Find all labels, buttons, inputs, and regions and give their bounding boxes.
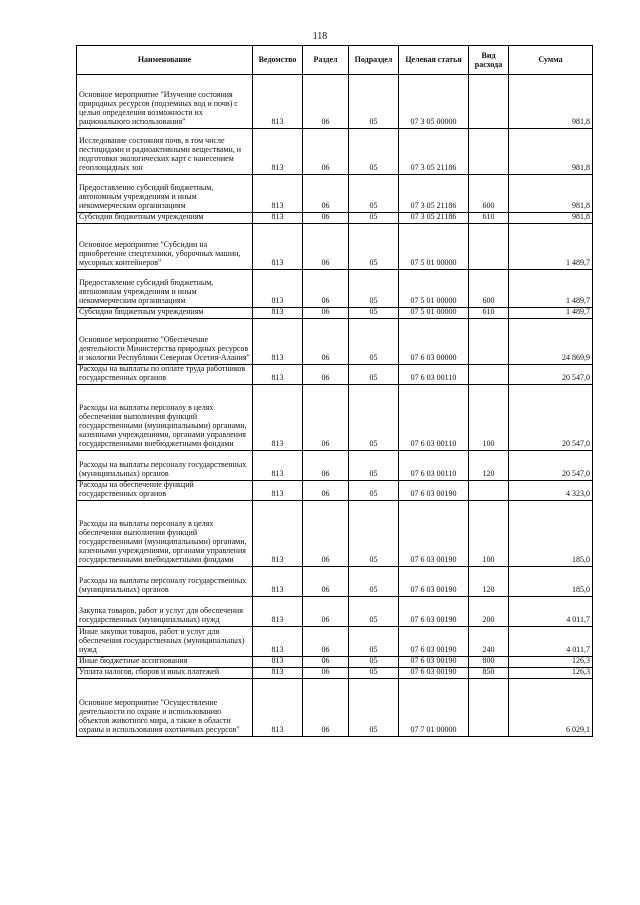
cell-expense-type: 610	[469, 307, 509, 318]
cell-dept: 813	[253, 129, 303, 175]
cell-dept: 813	[253, 223, 303, 269]
table-row	[77, 269, 593, 307]
cell-sum: 126,3	[509, 667, 593, 678]
cell-sum: 1 489,7	[509, 269, 593, 307]
header-name: Наименование	[77, 46, 253, 75]
table-row	[77, 129, 593, 175]
cell-name: Основное мероприятие "Субсидии на приобретение спецтехники, уборочных машин, мусорных контейнеров"	[77, 223, 253, 269]
cell-sum: 126,3	[509, 656, 593, 667]
cell-section: 06	[303, 678, 349, 736]
cell-expense-type	[469, 678, 509, 736]
table-row	[77, 626, 593, 656]
cell-target: 07 6 03 00190	[399, 656, 469, 667]
cell-target: 07 6 03 00190	[399, 667, 469, 678]
table-row	[77, 667, 593, 678]
cell-dept: 813	[253, 500, 303, 566]
cell-subsection: 05	[349, 596, 399, 626]
cell-name: Основное мероприятие "Изучение состояния природных ресурсов (подземных вод и почв) с целью определения возможности их рационального использования"	[77, 75, 253, 129]
cell-dept: 813	[253, 678, 303, 736]
cell-dept: 813	[253, 175, 303, 213]
cell-expense-type: 100	[469, 500, 509, 566]
cell-dept: 813	[253, 566, 303, 596]
cell-dept: 813	[253, 75, 303, 129]
table-row	[77, 450, 593, 480]
cell-sum: 185,0	[509, 500, 593, 566]
cell-target: 07 3 05 21186	[399, 175, 469, 213]
cell-name: Предоставление субсидий бюджетным, автономным учреждениям и иным некоммерческим организациям	[77, 269, 253, 307]
cell-section: 06	[303, 364, 349, 384]
cell-subsection: 05	[349, 480, 399, 500]
cell-target: 07 6 03 00000	[399, 318, 469, 364]
table-row	[77, 75, 593, 129]
cell-section: 06	[303, 500, 349, 566]
table-row	[77, 318, 593, 364]
cell-dept: 813	[253, 626, 303, 656]
table-row	[77, 213, 593, 224]
cell-expense-type	[469, 223, 509, 269]
cell-subsection: 05	[349, 500, 399, 566]
header-dept: Ведомство	[253, 46, 303, 75]
header-sum: Сумма	[509, 46, 593, 75]
table-row	[77, 596, 593, 626]
cell-dept: 813	[253, 318, 303, 364]
cell-dept: 813	[253, 667, 303, 678]
cell-subsection: 05	[349, 678, 399, 736]
table-row	[77, 500, 593, 566]
cell-section: 06	[303, 656, 349, 667]
cell-name: Расходы на выплаты по оплате труда работников государственных органов	[77, 364, 253, 384]
cell-sum: 20 547,0	[509, 384, 593, 450]
cell-target: 07 6 03 00190	[399, 500, 469, 566]
cell-target: 07 6 03 00190	[399, 596, 469, 626]
cell-expense-type: 200	[469, 596, 509, 626]
cell-dept: 813	[253, 596, 303, 626]
cell-target: 07 3 05 00000	[399, 75, 469, 129]
cell-name: Иные закупки товаров, работ и услуг для обеспечения государственных (муниципальных) нужд	[77, 626, 253, 656]
cell-dept: 813	[253, 307, 303, 318]
cell-expense-type: 600	[469, 175, 509, 213]
cell-sum: 6 029,1	[509, 678, 593, 736]
cell-sum: 20 547,0	[509, 364, 593, 384]
cell-target: 07 6 03 00110	[399, 384, 469, 450]
cell-section: 06	[303, 307, 349, 318]
cell-sum: 1 489,7	[509, 223, 593, 269]
cell-name: Закупка товаров, работ и услуг для обеспечения государственных (муниципальных) нужд	[77, 596, 253, 626]
cell-subsection: 05	[349, 175, 399, 213]
cell-sum: 981,8	[509, 129, 593, 175]
cell-expense-type: 120	[469, 566, 509, 596]
cell-sum: 4 011,7	[509, 596, 593, 626]
cell-sum: 1 489,7	[509, 307, 593, 318]
table-row	[77, 678, 593, 736]
cell-section: 06	[303, 480, 349, 500]
cell-section: 06	[303, 566, 349, 596]
table-row	[77, 307, 593, 318]
cell-name: Предоставление субсидий бюджетным, автономным учреждениям и иным некоммерческим организациям	[77, 175, 253, 213]
cell-expense-type: 600	[469, 269, 509, 307]
header-section: Раздел	[303, 46, 349, 75]
table-row	[77, 566, 593, 596]
cell-target: 07 5 01 00000	[399, 307, 469, 318]
table-row	[77, 480, 593, 500]
cell-expense-type: 100	[469, 384, 509, 450]
cell-name: Расходы на обеспечение функций государственных органов	[77, 480, 253, 500]
header-subsection: Подраздел	[349, 46, 399, 75]
cell-target: 07 6 03 00110	[399, 450, 469, 480]
cell-section: 06	[303, 129, 349, 175]
cell-section: 06	[303, 450, 349, 480]
cell-dept: 813	[253, 656, 303, 667]
cell-name: Основное мероприятие "Осуществление деятельности по охране и использованию объектов животного мира, а также в области охраны и использования охотничьих ресурсов"	[77, 678, 253, 736]
cell-dept: 813	[253, 384, 303, 450]
cell-name: Расходы на выплаты персоналу государственных (муниципальных) органов	[77, 566, 253, 596]
cell-expense-type	[469, 75, 509, 129]
cell-dept: 813	[253, 213, 303, 224]
page-number: 118	[312, 31, 328, 42]
table-row	[77, 364, 593, 384]
cell-dept: 813	[253, 450, 303, 480]
cell-subsection: 05	[349, 450, 399, 480]
cell-sum: 981,8	[509, 213, 593, 224]
cell-dept: 813	[253, 269, 303, 307]
cell-expense-type	[469, 318, 509, 364]
cell-target: 07 6 03 00190	[399, 626, 469, 656]
cell-subsection: 05	[349, 269, 399, 307]
cell-expense-type	[469, 129, 509, 175]
cell-subsection: 05	[349, 129, 399, 175]
header-target: Целевая статья	[399, 46, 469, 75]
cell-name: Иные бюджетные ассигнования	[77, 656, 253, 667]
cell-expense-type: 800	[469, 656, 509, 667]
cell-subsection: 05	[349, 307, 399, 318]
cell-sum: 185,0	[509, 566, 593, 596]
cell-section: 06	[303, 175, 349, 213]
cell-expense-type: 240	[469, 626, 509, 656]
table-header-row	[77, 46, 593, 75]
cell-name: Расходы на выплаты персоналу в целях обеспечения выполнения функций государственными (муниципальными) органами, казенными учреждениями, органами управления государственными внебюджетными фондами	[77, 500, 253, 566]
cell-name: Уплата налогов, сборов и иных платежей	[77, 667, 253, 678]
cell-subsection: 05	[349, 318, 399, 364]
table-row	[77, 175, 593, 213]
cell-subsection: 05	[349, 566, 399, 596]
cell-subsection: 05	[349, 364, 399, 384]
cell-section: 06	[303, 223, 349, 269]
cell-name: Субсидии бюджетным учреждениям	[77, 307, 253, 318]
cell-subsection: 05	[349, 213, 399, 224]
cell-expense-type: 850	[469, 667, 509, 678]
cell-target: 07 3 05 21186	[399, 213, 469, 224]
cell-target: 07 5 01 00000	[399, 269, 469, 307]
cell-section: 06	[303, 213, 349, 224]
cell-subsection: 05	[349, 223, 399, 269]
cell-subsection: 05	[349, 667, 399, 678]
cell-section: 06	[303, 626, 349, 656]
table-row	[77, 223, 593, 269]
table-row	[77, 656, 593, 667]
cell-target: 07 6 03 00110	[399, 364, 469, 384]
header-expense-type: Вид расхода	[469, 46, 509, 75]
cell-section: 06	[303, 318, 349, 364]
table-row	[77, 384, 593, 450]
cell-target: 07 6 03 00190	[399, 480, 469, 500]
cell-name: Исследование состояния почв, в том числе пестицидами и радиоактивными веществами, и подготовки экологических карт с нанесением геоплощадных зон	[77, 129, 253, 175]
cell-section: 06	[303, 75, 349, 129]
cell-target: 07 3 05 21186	[399, 129, 469, 175]
cell-expense-type	[469, 364, 509, 384]
cell-sum: 4 323,0	[509, 480, 593, 500]
cell-target: 07 7 01 00000	[399, 678, 469, 736]
cell-expense-type: 120	[469, 450, 509, 480]
cell-sum: 981,8	[509, 175, 593, 213]
cell-name: Расходы на выплаты персоналу государственных (муниципальных) органов	[77, 450, 253, 480]
cell-subsection: 05	[349, 656, 399, 667]
cell-sum: 20 547,0	[509, 450, 593, 480]
cell-expense-type	[469, 480, 509, 500]
cell-dept: 813	[253, 364, 303, 384]
cell-name: Субсидии бюджетным учреждениям	[77, 213, 253, 224]
cell-target: 07 6 03 00190	[399, 566, 469, 596]
cell-section: 06	[303, 384, 349, 450]
cell-expense-type: 610	[469, 213, 509, 224]
cell-sum: 4 011,7	[509, 626, 593, 656]
cell-subsection: 05	[349, 384, 399, 450]
cell-sum: 24 869,9	[509, 318, 593, 364]
cell-subsection: 05	[349, 626, 399, 656]
cell-sum: 981,8	[509, 75, 593, 129]
cell-target: 07 5 01 00000	[399, 223, 469, 269]
cell-section: 06	[303, 269, 349, 307]
cell-name: Расходы на выплаты персоналу в целях обеспечения выполнения функций государственными (муниципальными) органами, казенными учреждениями, органами управления государственными внебюджетными фондами	[77, 384, 253, 450]
cell-name: Основное мероприятие "Обеспечение деятельности Министерства природных ресурсов и экологии Республики Северная Осетия-Алания"	[77, 318, 253, 364]
cell-section: 06	[303, 596, 349, 626]
cell-subsection: 05	[349, 75, 399, 129]
budget-table	[76, 45, 593, 737]
cell-dept: 813	[253, 480, 303, 500]
cell-section: 06	[303, 667, 349, 678]
